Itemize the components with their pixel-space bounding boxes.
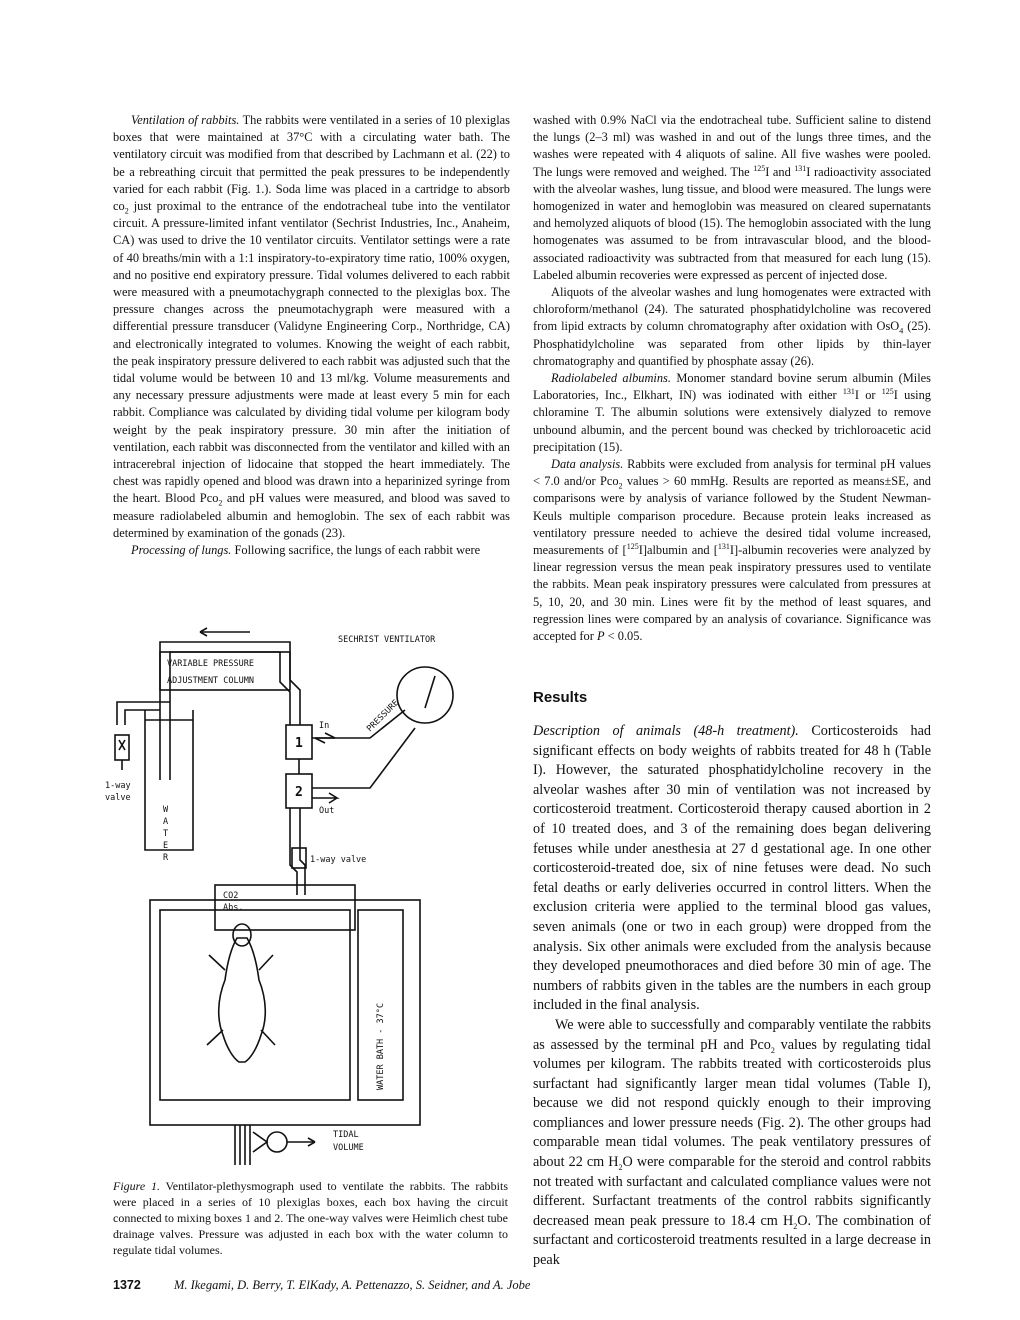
gauge-line-2 <box>312 728 415 788</box>
aliquots-text-1: Aliquots of the alveolar washes and lung homogenates were extracted with chloroform/methanol (24). The saturated phosphatidylcholine was recovered from lipid extracts by column chromatography after oxidation with OsO <box>533 285 931 334</box>
results-section <box>533 722 931 1271</box>
duct-top-inner <box>170 652 290 780</box>
footer-authors: M. Ikegami, D. Berry, T. ElKady, A. Pettenazzo, S. Seidner, and A. Jobe <box>173 1278 531 1292</box>
pressure-label: PRESSURE <box>365 698 402 735</box>
sup: 125 <box>753 163 766 173</box>
processing-lead: Processing of lungs. <box>131 543 232 558</box>
rabbit-body <box>219 938 266 1062</box>
radio-text-2: I or <box>854 388 882 403</box>
sechrist-label: SECHRIST VENTILATOR <box>338 635 436 645</box>
radiolabeled-lead: Radiolabeled albumins. <box>551 371 671 386</box>
variable-label-1: VARIABLE PRESSURE <box>167 659 254 669</box>
page-footer <box>113 1278 530 1293</box>
sup: 131 <box>842 387 855 397</box>
washed-text-2: I and <box>765 164 795 179</box>
radiolabeled-paragraph <box>533 370 931 456</box>
washed-text-3: I radioactivity associated with the alveolar washes, lung tissue, and blood were measured. The lungs were homogenized in water and hemoglobin was measured on cleared supernatants and hemolyzed aliquots of blood (15). The hemoglobin associated with the lung homogenates was assumed to be from intravascular blood, and the blood-associated radioactivity was subtracted from that measured for each lung (15). Labeled albumin recoveries were expressed as percent of injected dose. <box>533 164 932 282</box>
p-symbol: P <box>596 629 605 644</box>
water-letter: W <box>163 805 169 815</box>
left-column <box>113 112 510 559</box>
figure-1-diagram <box>105 620 505 1175</box>
data-text-2: values > 60 mmHg. Results are reported as means±SE, and comparisons were by analysis of variance followed by the Student Newman-Keuls multiple comparison procedure. Because protein leaks increased as ventilatory pressure needed to achieve the desired tidal volume increased, measurements of [ <box>533 474 931 558</box>
able-text-3: O were comparable for the steroid and control rabbits not treated with surfactant and calculated compliance values were not different. Surfactant treatments of the control rabbits significantly decreased mean peak pressure to 18.4 cm H <box>533 1154 931 1229</box>
rabbit-chamber <box>160 910 350 1100</box>
out-arrow <box>312 793 337 803</box>
one-way-left-2: valve <box>105 793 131 803</box>
sub: 2 <box>218 498 223 508</box>
rabbit-head <box>233 924 251 946</box>
processing-paragraph <box>113 542 510 559</box>
aliquots-paragraph <box>533 284 931 370</box>
ventilation-text-1: The rabbits were ventilated in a series of 10 plexiglas boxes that were maintained at 37°C with a circulating water bath. The ventilatory circuit was modified from that described by Lachmann et al. (22) to be a rebreathing circuit that permitted the peak pressures to be independently varied for each rabbit (Fig. 1.). Soda lime was placed in a cartridge to absorb co <box>113 113 511 214</box>
sub: 4 <box>899 326 904 336</box>
pressure-gauge <box>397 667 453 723</box>
sup: 131 <box>717 541 730 551</box>
data-text-4: I]-albumin recoveries were analyzed by linear regression versus the mean peak inspiratory pressures used to ventilate the rabbits. Mean peak inspiratory pressures were calculated from pressures at 5, 10, 20, and 30 min. Lines were fit by the method of least squares, and regression lines were compared by an analysis of covariance. Significance was accepted for <box>533 543 932 644</box>
aliquots-text-2: (25). Phosphatidylcholine was separated from other lipids by thin-layer chromatography and quantified by phosphate assay (26). <box>533 319 931 368</box>
ventilation-paragraph <box>113 112 510 542</box>
processing-text: Following sacrifice, the lungs of each rabbit were <box>231 543 481 558</box>
ventilation-text-3: and pH values were measured, and blood was saved to measure radiolabeled albumin and hemoglobin. The sex of each rabbit was determined by examination of the gonads (23). <box>113 491 510 540</box>
valve-cross <box>119 740 125 750</box>
washed-text-1: washed with 0.9% NaCl via the endotracheal tube. Sufficient saline to distend the lungs (2–3 ml) was washed in and out of the lungs three times, and the washes were repeated with 4 aliquots of saline. All five washes were pooled. The lungs were removed and weighed. The <box>533 113 931 179</box>
tidal-label-2: VOLUME <box>333 1143 364 1153</box>
washed-paragraph <box>533 112 931 284</box>
sub: 2 <box>793 1221 798 1231</box>
water-letter: E <box>163 841 169 851</box>
in-label: In <box>319 721 330 731</box>
able-text-1: We were able to successfully and comparably ventilate the rabbits as assessed by the terminal pH and Pco <box>533 1016 931 1053</box>
data-text-1: Rabbits were excluded from analysis for terminal pH values < 7.0 and/or Pco <box>533 457 931 489</box>
co2-label-2: Abs. <box>223 903 244 913</box>
sub: 2 <box>618 481 623 491</box>
data-analysis-lead: Data analysis. <box>551 457 624 472</box>
ventilate-paragraph <box>533 1016 931 1271</box>
caption-label: Figure 1. <box>113 1179 160 1193</box>
water-tank <box>145 710 193 850</box>
data-analysis-paragraph <box>533 456 931 645</box>
box-1-label: 1 <box>295 736 303 751</box>
data-text-3: I]albumin and [ <box>638 543 718 558</box>
caption-text: Ventilator-plethysmograph used to ventilate the rabbits. The rabbits were placed in a series of 10 plexiglas boxes, each box having the circuit connected to mixing boxes 1 and 2. The one-way valves were Heimlich chest tube drainage valves. Pressure was adjusted in each box with the water column to regulate tidal volumes. <box>113 1179 509 1257</box>
figure-caption <box>113 1178 508 1258</box>
page-number: 1372 <box>113 1278 141 1292</box>
water-letter: R <box>163 853 169 863</box>
out-label: Out <box>319 806 335 816</box>
pneumotachygraph <box>267 1132 287 1152</box>
water-letter: A <box>163 817 169 827</box>
gauge-needle <box>425 676 435 708</box>
ventilation-text-2: just proximal to the entrance of the endotracheal tube into the ventilator circuit. A pressure-limited infant ventilator (Sechrist Industries, Inc., Anaheim, CA) was used to drive the 10 ventilator circuits. Ventilator settings were a rate of 40 breaths/min with a 1:1 inspiratory-to-expiratory time ratio, 100% oxygen, and no positive end expiratory pressure. Tidal volumes delivered to each rabbit were measured with a pneumotachygraph connected to the plexiglas box. The pressure changes across the pneumotachygraph were measured with a differential pressure transducer (Validyne Engineering Corp., Northridge, CA) and electronically integrated to volumes. Knowing the weight of each rabbit, the peak inspiratory pressure delivered to each rabbit was adjusted such that the tidal volume would be between 10 and 13 ml/kg. Volume measurements and any necessary pressure adjustments were made at least every 5 min for each rabbit. Compliance was calculated by dividing tidal volume per kilogram body weight by the peak inspiratory pressure. 30 min after the initiation of ventilation, each rabbit was disconnected from the ventilator and killed with an intracerebral injection of lidocaine that stopped the heart immediately. The chest was rapidly opened and blood was drawn into a heparinized syringe from the heart. Blood Pco <box>113 199 510 506</box>
sub: 2 <box>770 1045 775 1055</box>
radio-text-1: Monomer standard bovine serum albumin (Miles Laboratories, Inc., Elkhart, IN) was iodinated with either <box>533 371 931 403</box>
ventilation-lead: Ventilation of rabbits. <box>131 113 240 127</box>
tidal-label-1: TIDAL <box>333 1130 359 1140</box>
sup: 131 <box>794 163 807 173</box>
sup: 125 <box>881 387 894 397</box>
co2-label-1: CO2 <box>223 891 239 901</box>
sub: 2 <box>124 206 129 216</box>
right-column <box>533 112 931 645</box>
water-column-tube <box>117 702 170 725</box>
sup: 125 <box>626 541 639 551</box>
outlet-tubes <box>235 1125 250 1165</box>
results-heading: Results <box>533 689 588 706</box>
water-letter: T <box>163 829 169 839</box>
sub: 2 <box>618 1162 623 1172</box>
data-text-5: < 0.05. <box>604 629 643 644</box>
description-text: Corticosteroids had significant effects on body weights of rabbits treated for 48 h (Table I). However, the saturated phosphatidylcholine recovery in the alveolar washes after 30 min of ventilation was not increased by corticosteroid treatment. Corticosteroid therapy caused abortion in 2 of 10 treated does, and 3 of the remaining does began delivering fetuses while under anesthesia at 27 d gestational age. In one other corticosteroid-treated doe, six of nine fetuses were dead. No such fetal deaths or early deliveries occurred in control litters. When the exclusion criteria were applied to the terminal blood gas values, seven animals (one or two in each group) were dropped from the analysis. Six other animals were excluded from the analysis because they developed pneumothoraces and died before 30 min of age. The numbers of rabbits given in the tables are the numbers in each group included in the final analysis. <box>533 723 931 1014</box>
able-text-4: O. The combination of surfactant and corticosteroid treatments resulted in a large decrease in peak <box>533 1212 931 1269</box>
ventilator-diagram <box>105 620 505 1175</box>
one-way-valve-right-label: 1-way valve <box>310 855 367 865</box>
able-text-2: values by regulating tidal volumes per kilogram. The rabbits treated with corticosteroids plus surfactant had significantly larger mean tidal volumes (Table I), because we did not respond quickly enough to their improving compliances and lower pressure needs (Fig. 2). The other groups had comparable mean tidal volumes. The peak ventilatory pressures of about 22 cm H <box>533 1036 931 1171</box>
left-valve <box>115 735 129 760</box>
description-paragraph <box>533 722 931 1016</box>
variable-label-2: ADJUSTMENT COLUMN <box>167 676 254 686</box>
box-2-label: 2 <box>295 785 303 800</box>
water-bath-label: WATER BATH - 37°C <box>376 1003 386 1090</box>
one-way-left-1: 1-way <box>105 781 131 791</box>
description-lead: Description of animals (48-h treatment). <box>533 723 799 739</box>
radio-text-3: I using chloramine T. The albumin solutions were extensively dialyzed to remove unbound albumin, and the percent bound was checked by trichloroacetic acid precipitation (15). <box>533 388 931 454</box>
